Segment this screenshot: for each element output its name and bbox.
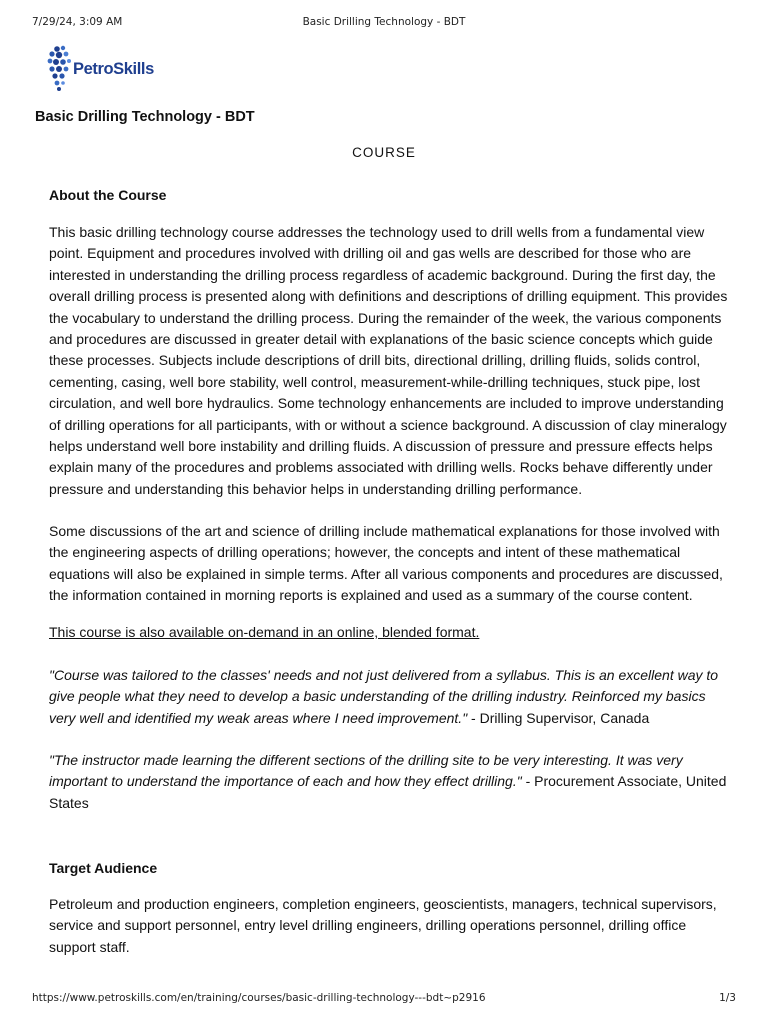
testimonial-1 — [49, 665, 729, 729]
print-page-number: 1/3 — [719, 992, 736, 1004]
testimonial-2-attribution: - Procurement Associate, United States — [49, 773, 727, 811]
about-paragraph-2 — [49, 521, 729, 607]
print-page-title: Basic Drilling Technology - BDT — [302, 16, 466, 28]
print-url: https://www.petroskills.com/en/training/courses/basic-drilling-technology---bdt~p2916 — [32, 992, 486, 1004]
target-audience-text: Petroleum and production engineers, completion engineers, geoscientists, managers, technical supervisors, service and support personnel, entry level drilling engineers, drilling operations personnel, drilling office support staff. — [49, 896, 717, 955]
testimonial-1-attribution: - Drilling Supervisor, Canada — [467, 709, 650, 726]
page-title: Basic Drilling Technology - BDT — [35, 109, 255, 125]
logo-wordmark: PetroSkills — [73, 60, 154, 78]
testimonial-1-text: "Course was tailored to the classes' needs and not just delivered from a syllabus. This is an excellent way to give people what they need to develop a basic understanding of the drilling industry. Reinforced my basics very well and identified my weak areas where I need improvement." — [49, 667, 719, 726]
print-datetime: 7/29/24, 3:09 AM — [32, 16, 123, 28]
about-paragraph-1 — [49, 222, 729, 500]
online-course-link-row — [49, 622, 729, 643]
testimonial-2 — [49, 750, 729, 814]
petroskills-logo[interactable] — [47, 45, 157, 93]
target-audience-paragraph — [49, 894, 729, 958]
target-audience-heading: Target Audience — [49, 860, 158, 876]
print-footer — [32, 992, 736, 1006]
online-course-link[interactable]: This course is also available on-demand in an online, blended format. — [49, 624, 480, 640]
testimonial-2-text: "The instructor made learning the different sections of the drilling site to be very interesting. It was very important to understand the importance of each and how they effect drilling." — [49, 752, 683, 790]
about-heading: About the Course — [49, 187, 167, 203]
about-text-1: This basic drilling technology course addresses the technology used to drill wells from a fundamental view point. Equipment and procedures involved with drilling oil and gas wells are described for those who are interested in understanding the drilling process regardless of academic background. During the first day, the overall drilling process is presented along with definitions and descriptions of drilling equipment. This provides the vocabulary to understand the drilling process. During the remainder of the week, the various components and procedures are discussed in greater detail with explanations of the basic science concepts which guide these processes. Subjects include descriptions of drill bits, directional drilling, drilling fluids, solids control, cementing, casing, well bore stability, well control, measurement-while-drilling techniques, stuck pipe, lost circulation, and well bore hydraulics. Some technology enhancements are included to improve understanding of drilling operations for all participants, with or without a science background. A discussion of clay mineralogy helps understand well bore instability and drilling fluids. A discussion of pressure and pressure effects helps explain many of the procedures and problems associated with drilling wells. Rocks behave differently under pressure and understanding this behavior helps in understanding drilling performance. — [49, 224, 728, 497]
about-text-2: Some discussions of the art and science of drilling include mathematical explanations for those involved with the engineering aspects of drilling operations; however, the concepts and intent of these mathematical equations will also be explained in simple terms. After all various components and procedures are discussed, the information contained in morning reports is explained and used as a summary of the course content. — [49, 523, 723, 604]
course-label: COURSE — [352, 145, 416, 160]
print-header — [32, 16, 736, 30]
